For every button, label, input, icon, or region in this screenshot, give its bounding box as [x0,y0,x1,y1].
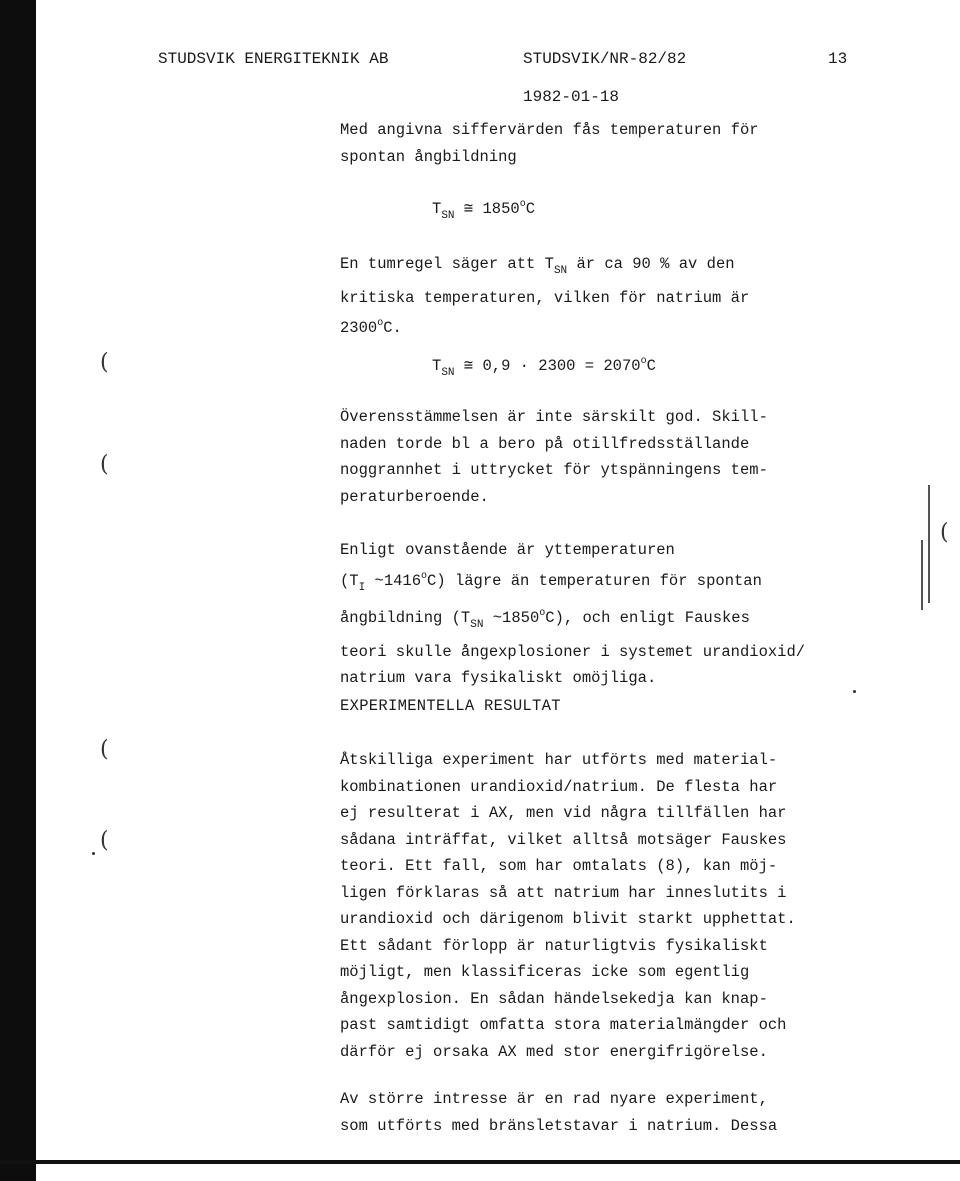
text-line: Åtskilliga experiment har utförts med material- [340,751,778,769]
formula-tsn-spontaneous [432,199,535,222]
formula-tsn-estimate [432,356,656,379]
text-line: Av större intresse är en rad nyare experiment, [340,1090,768,1108]
text-line: därför ej orsaka AX med stor energifrigörelse. [340,1042,768,1061]
text-line [340,311,749,342]
text-line: möjligt, men klassificeras icke som egentlig [340,963,750,981]
subscript: SN [553,265,568,277]
text-fragment: (T [340,571,359,590]
text-line: peraturberoende. [340,487,489,506]
formula-subscript: SN [441,210,455,222]
formula-unit: C [525,200,536,218]
formula-symbol: T [432,357,442,375]
text-line: teori skulle ångexplosioner i systemet urandioxid/ [340,642,806,661]
section-heading: EXPERIMENTELLA RESULTAT [340,697,561,715]
margin-mark: ( [100,828,109,853]
paragraph-6 [340,1086,777,1139]
paragraph-2 [340,251,749,342]
text-line: Ett sådant förlopp är naturligtvis fysikaliskt [340,936,768,955]
text-line: natrium vara fysikaliskt omöjliga. [340,669,657,687]
margin-mark: ( [100,737,109,762]
paragraph-4 [340,537,805,692]
subscript: I [358,581,366,594]
formula-symbol: T [432,200,442,218]
text-line [340,251,749,285]
text-line: kombinationen urandioxid/natrium. De flesta har [340,777,778,796]
text-line: Med angivna siffervärden fås temperaturen för [340,121,759,139]
subscript: SN [470,619,484,631]
margin-mark: ( [940,520,949,545]
superscript: o [421,570,428,582]
scan-line [921,540,923,610]
paragraph-1 [340,117,759,170]
text-line [340,601,805,639]
binding-strip [0,0,36,1181]
text-line: Överensstämmelsen är inte särskilt god. Skill- [340,408,768,426]
text-line: ej resulterat i AX, men vid några tillfällen har [340,804,787,822]
report-date: 1982-01-18 [523,88,620,106]
text-fragment: En tumregel säger att T [340,255,554,273]
formula-subscript: SN [441,367,455,379]
text-line: kritiska temperaturen, vilken för natrium är [340,288,750,307]
text-fragment: C. [383,319,402,337]
margin-mark: ( [100,452,109,477]
text-line: som utförts med bränsletstavar i natrium. Dessa [340,1116,778,1135]
formula-degree: o [640,356,647,367]
text-fragment: är ca 90 % av den [567,255,735,273]
text-line [340,564,805,602]
superscript: o [377,318,384,329]
formula-relation: ≅ [463,200,474,218]
text-line: ligen förklaras så att natrium har inneslutits i [340,883,787,902]
text-fragment: C), och enligt Fauskes [545,609,750,627]
paragraph-5 [340,747,796,1065]
text-line: noggrannhet i uttrycket för ytspänningens tem- [340,461,768,479]
text-line: naden torde bl a bero på otillfredsställande [340,434,750,453]
formula-unit: C [646,357,656,375]
formula-degree: o [519,199,526,210]
scan-line [928,485,930,603]
bottom-rule [0,1160,960,1164]
superscript: o [539,608,546,619]
text-line: teori. Ett fall, som har omtalats (8), kan möj- [340,857,778,875]
text-fragment: ångbildning (T [340,609,471,627]
text-fragment: 2300 [340,319,378,337]
text-line: ångexplosion. En sådan händelsekedja kan knap- [340,989,768,1008]
text-line: urandioxid och därigenom blivit starkt upphettat. [340,910,796,928]
text-fragment: ~1850 [483,609,540,627]
company-name: STUDSVIK ENERGITEKNIK AB [158,50,389,68]
scan-speck [92,852,95,855]
page-number: 13 [828,50,848,68]
text-line: spontan ångbildning [340,147,517,166]
text-fragment: C) lägre än temperaturen för spontan [427,571,762,590]
text-line: Enligt ovanstående är yttemperaturen [340,541,675,559]
text-fragment: ~1416 [365,571,422,590]
formula-expression: ≅ 0,9 · 2300 = 2070 [463,357,641,375]
margin-mark: ( [100,350,109,375]
text-line: past samtidigt omfatta stora materialmängder och [340,1016,787,1034]
scan-speck [853,690,856,693]
formula-value: 1850 [482,200,520,218]
paragraph-3 [340,404,768,510]
text-line: sådana inträffat, vilket alltså motsäger Fauskes [340,830,787,849]
report-id: STUDSVIK/NR-82/82 [523,50,687,68]
